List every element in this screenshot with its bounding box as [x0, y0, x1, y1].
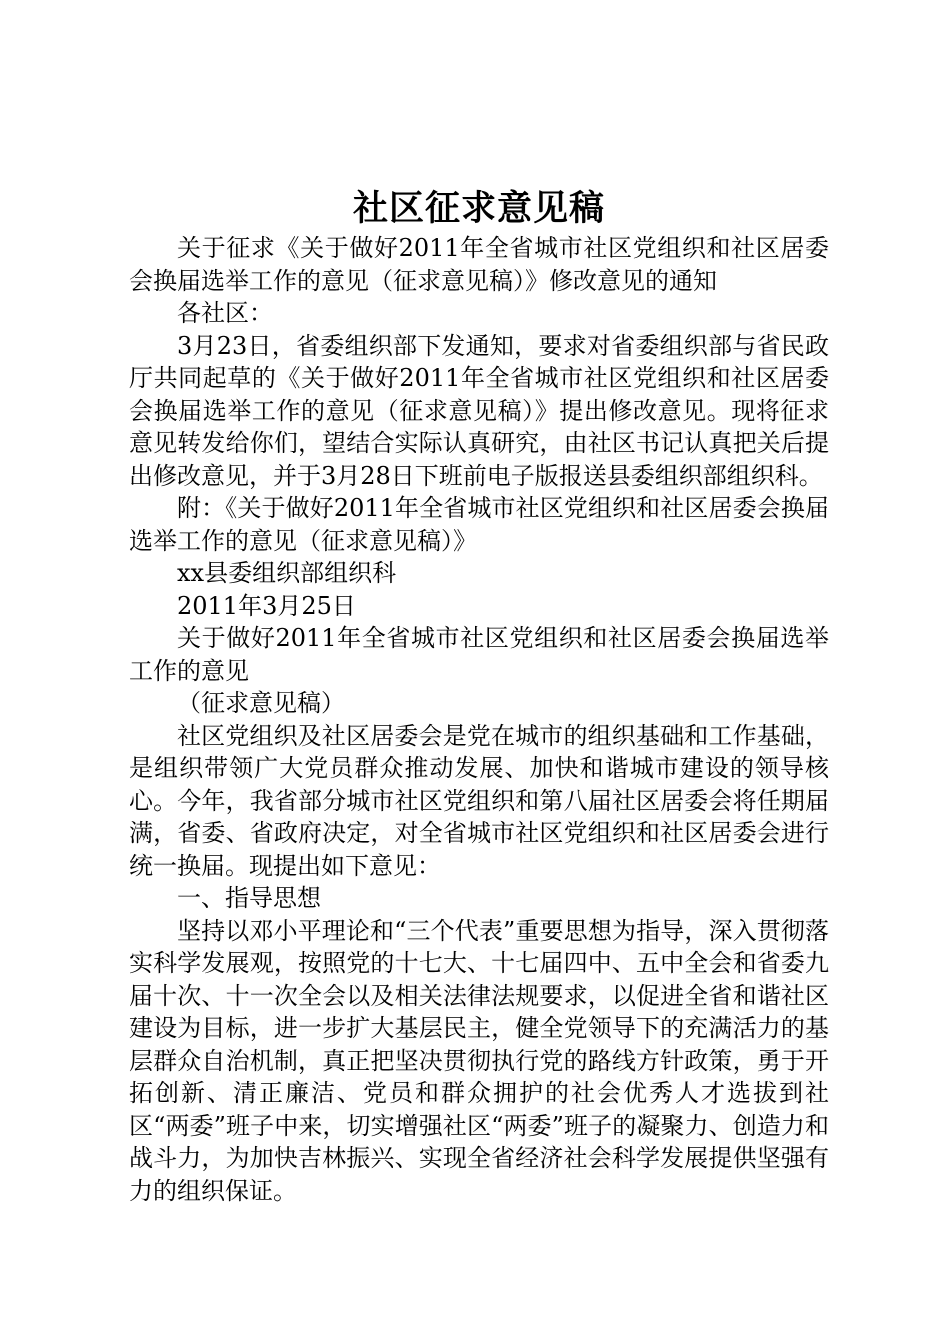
attachment-paragraph: 附：《关于做好2011年全省城市社区党组织和社区居委会换届选举工作的意见（征求意见稿）》 — [129, 494, 829, 555]
section-heading-paragraph: 一、指导思想 — [177, 884, 321, 912]
guiding-thought-paragraph: 坚持以邓小平理论和“三个代表”重要思想为指导，深入贯彻落实科学发展观，按照党的十七大、十七届四中、五中全会和省委九届十次、十一次全会以及相关法律法规要求，以促进全省和谐社区建设为目标，进一步扩大基层民主，健全党领导下的充满活力的基层群众自治机制，真正把坚决贯彻执行党的路线方针政策，勇于开拓创新、清正廉洁、党员和群众拥护的社会优秀人才选拔到社区“两委”班子中来，切实增强社区“两委”班子的凝聚力、创造力和战斗力，为加快吉林振兴、实现全省经济社会科学发展提供坚强有力的组织保证。 — [129, 916, 829, 1205]
issuer-paragraph: xx县委组织部组织科 — [177, 559, 397, 587]
notice-body-paragraph: 3月23日，省委组织部下发通知，要求对省委组织部与省民政厅共同起草的《关于做好2011年全省城市社区党组织和社区居委会换届选举工作的意见（征求意见稿）》提出修改意见。现将征求意见转发给你们，望结合实际认真研究，由社区书记认真把关后提出修改意见，并于3月28日下班前电子版报送县委组织部组织科。 — [129, 331, 829, 490]
draft-label-paragraph: （征求意见稿） — [177, 689, 345, 717]
document-title: 社区征求意见稿 — [352, 188, 605, 229]
intro-paragraph: 社区党组织及社区居委会是党在城市的组织基础和工作基础，是组织带领广大党员群众推动发展、加快和谐城市建设的领导核心。今年，我省部分城市社区党组织和第八届社区居委会将任期届满，省委、省政府决定，对全省城市社区党组织和社区居委会进行统一换届。现提出如下意见： — [129, 721, 829, 880]
document-body — [129, 186, 829, 1207]
notice-title-paragraph: 关于征求《关于做好2011年全省城市社区党组织和社区居委会换届选举工作的意见（征求意见稿）》修改意见的通知 — [129, 234, 829, 295]
salutation-paragraph: 各社区： — [177, 299, 273, 327]
date-paragraph: 2011年3月25日 — [177, 591, 356, 620]
opinion-title-paragraph: 关于做好2011年全省城市社区党组织和社区居委会换届选举工作的意见 — [129, 624, 829, 685]
